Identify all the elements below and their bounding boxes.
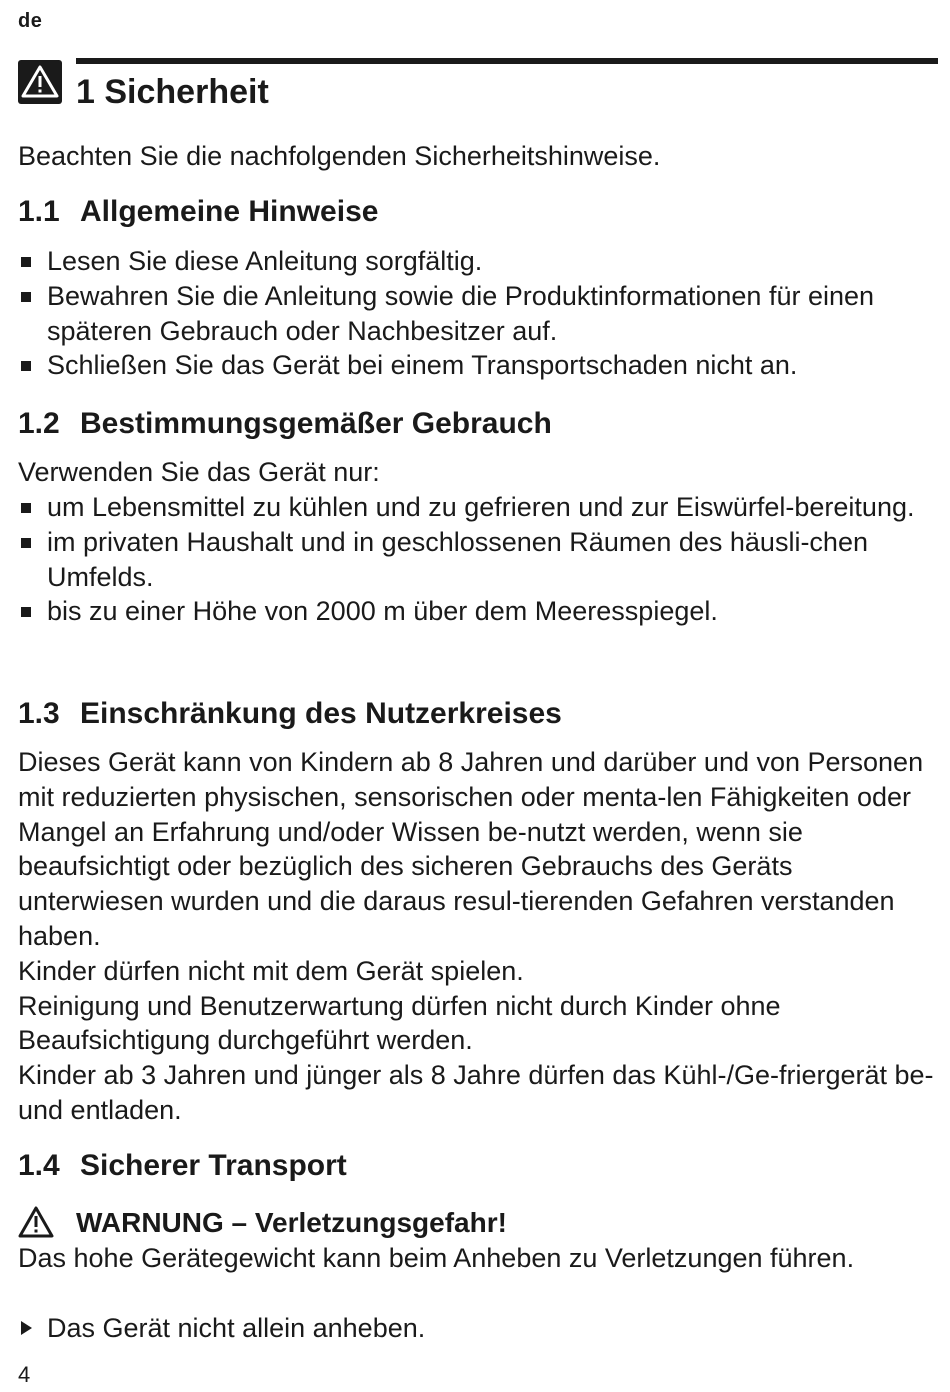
section-number: 1.3: [18, 697, 60, 730]
section-heading-1-1: [18, 194, 378, 230]
paragraph: Dieses Gerät kann von Kindern ab 8 Jahren und darüber und von Personen mit reduzierten physischen, sensorischen oder menta-len Fähigkeiten oder Mangel an Erfahrung und/oder Wissen be-nutzt werden, wenn sie beaufsichtigt oder bezüglich des sicheren Gebrauchs des Geräts unterwiesen wurden und die daraus resul-tierenden Gefahren verstanden haben.: [18, 747, 924, 951]
intended-use-lead: Verwenden Sie das Gerät nur:: [18, 457, 380, 487]
instruction-step: [18, 1311, 425, 1346]
list-item: im privaten Haushalt und in geschlossenen Räumen des häusli-chen Umfelds.: [18, 525, 943, 595]
list-item: bis zu einer Höhe von 2000 m über dem Meeresspiegel.: [18, 594, 943, 629]
section-number: 1.4: [18, 1149, 60, 1182]
list-item: Lesen Sie diese Anleitung sorgfältig.: [18, 244, 943, 279]
paragraph: Kinder dürfen nicht mit dem Gerät spielen.: [18, 955, 524, 986]
intended-use-list: [18, 490, 943, 629]
section-title-text: Bestimmungsgemäßer Gebrauch: [80, 407, 552, 440]
section-title-text: Einschränkung des Nutzerkreises: [80, 697, 562, 730]
section-number: 1.1: [18, 195, 60, 228]
section-heading-1-3: [18, 696, 562, 732]
chapter-title-text: Sicherheit: [104, 73, 269, 111]
general-notes-list: [18, 244, 943, 383]
chapter-number: 1: [76, 73, 95, 111]
chapter-title: [76, 72, 269, 112]
paragraph: Reinigung und Benutzerwartung dürfen nicht durch Kinder ohne Beaufsichtigung durchgeführt werden.: [18, 990, 781, 1056]
warning-title: WARNUNG – Verletzungsgefahr!: [76, 1207, 507, 1238]
section-number: 1.2: [18, 407, 60, 440]
list-item: Bewahren Sie die Anleitung sowie die Produktinformationen für einen späteren Gebrauch oder Nachbesitzer auf.: [18, 279, 943, 349]
section-title-text: Sicherer Transport: [80, 1149, 347, 1182]
page-number: 4: [18, 1362, 31, 1387]
warning-triangle-icon: [18, 60, 62, 104]
chapter-intro: Beachten Sie die nachfolgenden Sicherheitshinweise.: [18, 141, 661, 171]
bullet-square-icon: [21, 257, 31, 267]
warning-text: Das hohe Gerätegewicht kann beim Anheben zu Verletzungen führen.: [18, 1243, 855, 1273]
list-item: um Lebensmittel zu kühlen und zu gefrieren und zur Eiswürfel-bereitung.: [18, 490, 943, 525]
language-label: de: [18, 10, 43, 32]
bullet-square-icon: [21, 503, 31, 513]
section-heading-1-4: [18, 1148, 347, 1184]
bullet-square-icon: [21, 538, 31, 548]
section-heading-1-2: [18, 406, 552, 442]
step-arrow-icon: [21, 1321, 32, 1335]
bullet-square-icon: [21, 292, 31, 302]
warning-triangle-icon: [18, 1205, 54, 1239]
paragraph: Kinder ab 3 Jahren und jünger als 8 Jahre dürfen das Kühl-/Ge-friergerät be- und entladen.: [18, 1060, 934, 1125]
list-item: Schließen Sie das Gerät bei einem Transportschaden nicht an.: [18, 348, 943, 383]
user-restriction-text: [18, 745, 943, 1128]
section-title-text: Allgemeine Hinweise: [80, 195, 379, 228]
chapter-rule: [76, 58, 938, 64]
bullet-square-icon: [21, 607, 31, 617]
step-text: Das Gerät nicht allein anheben.: [47, 1313, 426, 1343]
bullet-square-icon: [21, 361, 31, 371]
